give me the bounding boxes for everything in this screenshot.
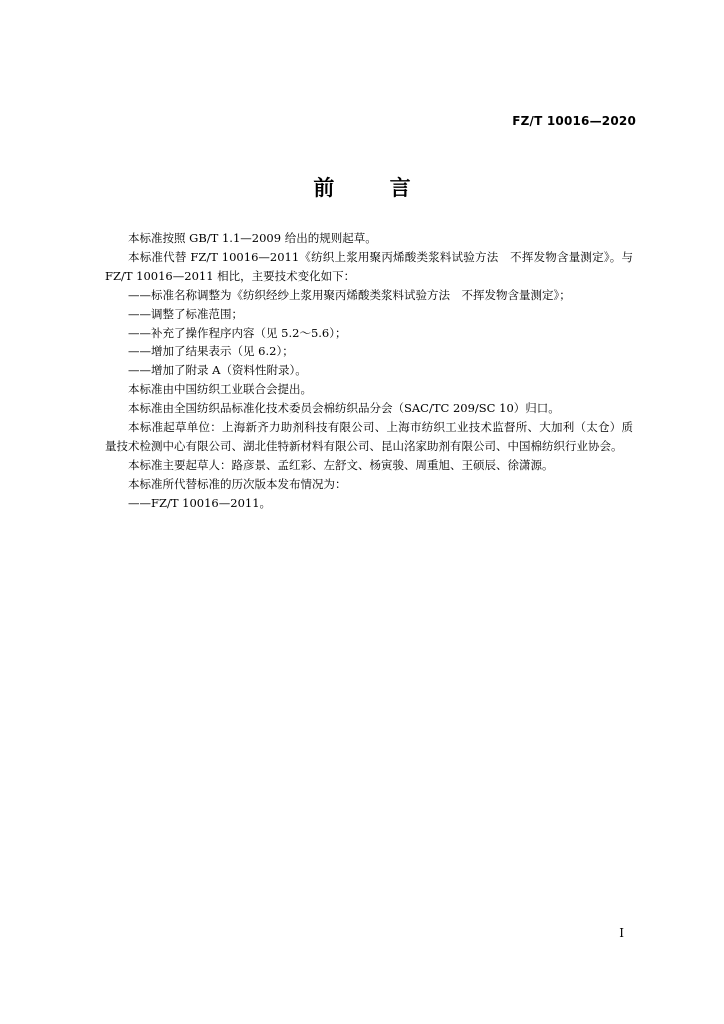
page-title: 前 言 [313, 176, 435, 200]
paragraph-main-drafters: 本标准主要起草人：路彦景、孟红彩、左舒文、杨寅骏、周重旭、王硕辰、徐潇源。 [128, 457, 554, 472]
paragraph-under-jurisdiction: 本标准由全国纺织品标准化技术委员会棉纺织品分会（SAC/TC 209/SC 10）归口。 [128, 401, 560, 416]
list-item-scope-change: ——调整了标准范围； [128, 306, 243, 321]
list-item-title-change: ——标准名称调整为《纺织经纱上浆用聚丙烯酸类浆料试验方法 不挥发物含量测定》； [128, 287, 571, 302]
list-item-procedure: ——补充了操作程序内容（见 5.2～5.6）； [128, 325, 347, 340]
foreword-body [105, 229, 633, 513]
paragraph-drafting-units: 本标准起草单位：上海新齐力助剂科技有限公司、上海市纺织工业技术监督所、大加利（太仓）质量技术检测中心有限公司、湖北佳特新材料有限公司、昆山洺家助剂有限公司、中国棉纺织行业协会。 [105, 420, 633, 453]
page-number: I [619, 926, 624, 940]
standard-code: FZ/T 10016—2020 [512, 114, 636, 128]
paragraph-previous-editions: 本标准所代替标准的历次版本发布情况为： [128, 476, 347, 491]
list-item-annex: ——增加了附录 A（资料性附录）。 [128, 363, 307, 378]
paragraph-replaces: 本标准代替 FZ/T 10016—2011《纺织上浆用聚丙烯酸类浆料试验方法 不挥发物含量测定》。与 FZ/T 10016—2011 相比，主要技术变化如下： [105, 249, 633, 283]
list-item-previous-edition: ——FZ/T 10016—2011。 [128, 495, 272, 510]
list-item-result-expression: ——增加了结果表示（见 6.2）； [128, 344, 294, 359]
paragraph-proposed-by: 本标准由中国纺织工业联合会提出。 [128, 382, 312, 397]
paragraph-drafting-rules: 本标准按照 GB/T 1.1—2009 给出的规则起草。 [128, 231, 377, 245]
